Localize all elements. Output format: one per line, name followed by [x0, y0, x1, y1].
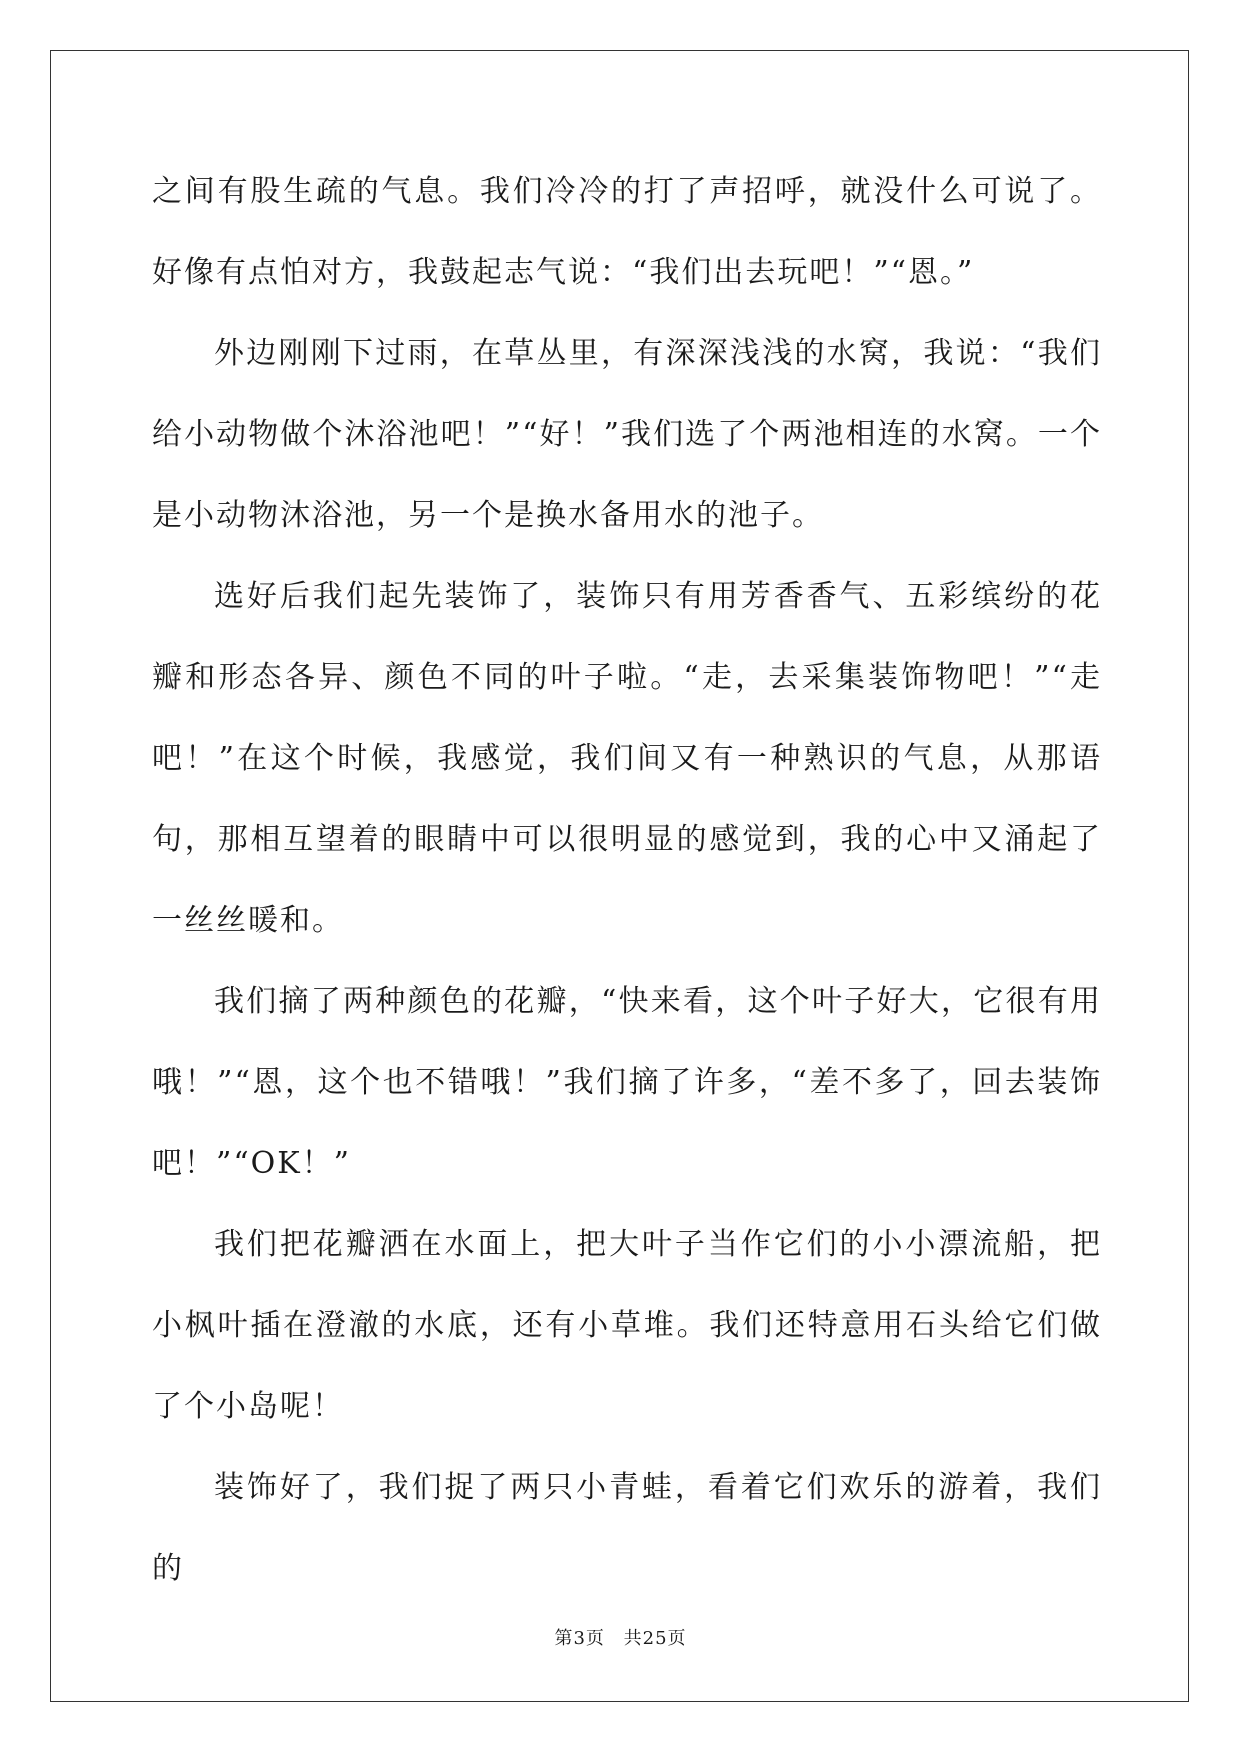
page-number: 第3页 [554, 1628, 605, 1649]
page-footer [0, 1624, 1241, 1650]
paragraph: 我们把花瓣洒在水面上，把大叶子当作它们的小小漂流船，把小枫叶插在澄澈的水底，还有小草堆。我们还特意用石头给它们做了个小岛呢！ [152, 1227, 1102, 1424]
paragraph: 之间有股生疏的气息。我们冷冷的打了声招呼，就没什么可说了。好像有点怕对方，我鼓起志气说：“我们出去玩吧！”“恩。” [152, 174, 1102, 290]
paragraph: 外边刚刚下过雨，在草丛里，有深深浅浅的水窝，我说：“我们给小动物做个沐浴池吧！”“好！”我们选了个两池相连的水窝。一个是小动物沐浴池，另一个是换水备用水的池子。 [152, 336, 1102, 533]
document-body [152, 151, 1102, 1609]
paragraph: 我们摘了两种颜色的花瓣，“快来看，这个叶子好大，它很有用哦！”“恩，这个也不错哦！”我们摘了许多，“差不多了，回去装饰吧！”“OK！” [152, 984, 1102, 1181]
paragraph: 选好后我们起先装饰了，装饰只有用芳香香气、五彩缤纷的花瓣和形态各异、颜色不同的叶子啦。“走，去采集装饰物吧！”“走吧！”在这个时候，我感觉，我们间又有一种熟识的气息，从那语句，那相互望着的眼睛中可以很明显的感觉到，我的心中又涌起了一丝丝暖和。 [152, 579, 1102, 938]
page-total: 共25页 [623, 1628, 687, 1649]
paragraph: 装饰好了，我们捉了两只小青蛙，看着它们欢乐的游着，我们的 [152, 1470, 1102, 1586]
